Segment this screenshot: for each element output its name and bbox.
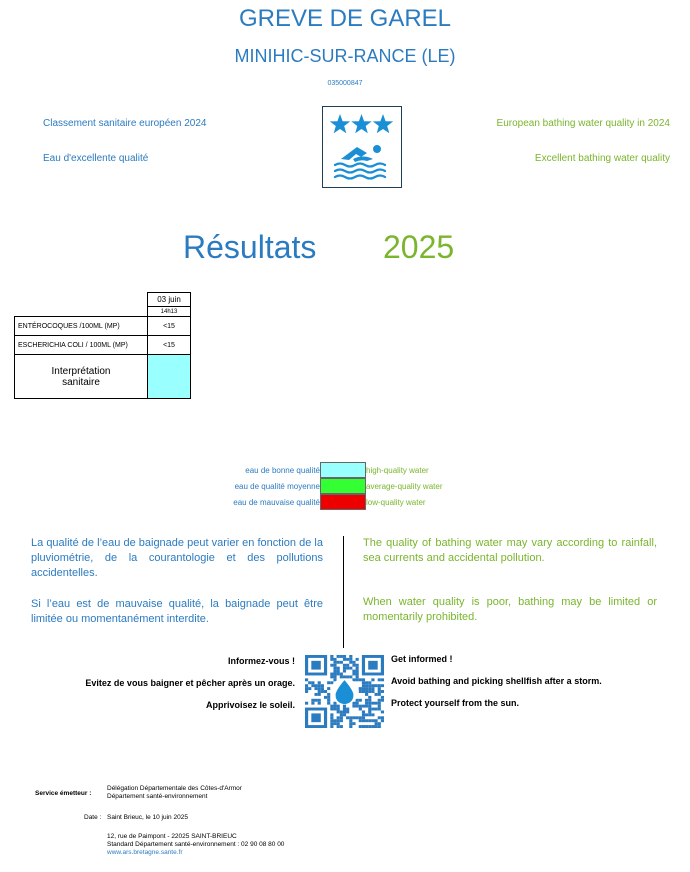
quality-badge: [322, 106, 402, 188]
tip-en-1: Get informed !: [391, 654, 453, 664]
results-table: [14, 292, 191, 399]
legend-label-en: average-quality water: [366, 481, 443, 491]
service-line-1: Délégation Départementale des Côtes-d'Armor: [107, 785, 242, 792]
site-title: GREVE DE GAREL: [238, 5, 452, 32]
info-paragraph-en-1: The quality of bathing water may vary according to rainfall, sea currents and accidental pollution.: [363, 537, 657, 564]
tip-en-2: Avoid bathing and picking shellfish after a storm.: [391, 676, 602, 686]
swimmer-icon: [341, 145, 381, 162]
quality-legend: [180, 462, 442, 510]
quality-label-en: Excellent bathing water quality: [534, 153, 670, 164]
info-paragraph-en-2: When water quality is poor, bathing may be limited or momentarily prohibited.: [363, 596, 657, 623]
star-icon: [373, 114, 393, 133]
info-paragraph-fr-2: Si l’eau est de mauvaise qualité, la baignade peut être limitée ou momentanément interdite.: [31, 598, 323, 625]
legend-item: [180, 478, 442, 494]
legend-label-fr: eau de mauvaise qualité: [233, 497, 320, 507]
tip-fr-2: Evitez de vous baigner et pêcher après un orage.: [85, 678, 295, 688]
results-year: 2025: [383, 229, 455, 265]
qr-code[interactable]: [305, 655, 384, 728]
legend-label-fr: eau de qualité moyenne: [234, 481, 320, 491]
sample-time: 14h13: [148, 307, 191, 317]
star-icon: [351, 114, 371, 133]
sample-date: 03 juin: [148, 293, 191, 307]
info-paragraph-fr-1: La qualité de l’eau de baignade peut varier en fonction de la pluviométrie, de la courantologie et des pollutions accidentelles.: [31, 537, 323, 579]
tip-fr-3: Apprivoisez le soleil.: [205, 700, 295, 710]
legend-item: [180, 494, 442, 510]
qr-code-graphic: [305, 655, 384, 728]
interpretation-label: Interprétation sanitaire: [15, 355, 148, 399]
parameter-value: <15: [148, 317, 191, 336]
classification-label-en: European bathing water quality in 2024: [496, 118, 670, 129]
address: 12, rue de Paimpont - 22025 SAINT-BRIEUC: [107, 833, 237, 840]
parameter-value: <15: [148, 336, 191, 355]
site-code: 035000847: [327, 80, 363, 87]
interpretation-cell: [148, 355, 191, 399]
results-title: Résultats: [183, 229, 317, 265]
date-value: Saint Brieuc, le 10 juin 2025: [107, 814, 188, 821]
legend-swatch: [320, 478, 366, 494]
commune-name: MINIHIC-SUR-RANCE (LE): [234, 46, 456, 66]
phone: Standard Département santé-environnement : 02 90 08 80 00: [107, 841, 285, 848]
legend-label-fr: eau de bonne qualité: [245, 465, 320, 475]
tip-en-3: Protect yourself from the sun.: [391, 698, 520, 708]
quality-badge-graphic: [323, 107, 400, 186]
star-icon: [330, 114, 350, 133]
legend-item: [180, 462, 442, 478]
legend-swatch: [320, 462, 366, 478]
legend-swatch: [320, 494, 366, 510]
quality-label-fr: Eau d'excellente qualité: [43, 153, 149, 164]
table-row: [15, 317, 191, 336]
date-label: Date :: [84, 814, 102, 821]
service-line-2: Département santé-environnement: [107, 793, 208, 800]
legend-label-en: low-quality water: [366, 497, 426, 507]
parameter-label: ESCHERICHIA COLI / 100ML (MP): [15, 336, 148, 355]
legend-label-en: high-quality water: [366, 465, 429, 475]
parameter-label: ENTÉROCOQUES /100ML (MP): [15, 317, 148, 336]
tip-fr-1: Informez-vous !: [227, 656, 295, 666]
divider: [343, 536, 344, 648]
table-row: [15, 336, 191, 355]
service-label: Service émetteur :: [35, 790, 92, 797]
website-link[interactable]: www.ars.bretagne.sante.fr: [107, 849, 183, 856]
classification-label-fr: Classement sanitaire européen 2024: [43, 118, 207, 129]
